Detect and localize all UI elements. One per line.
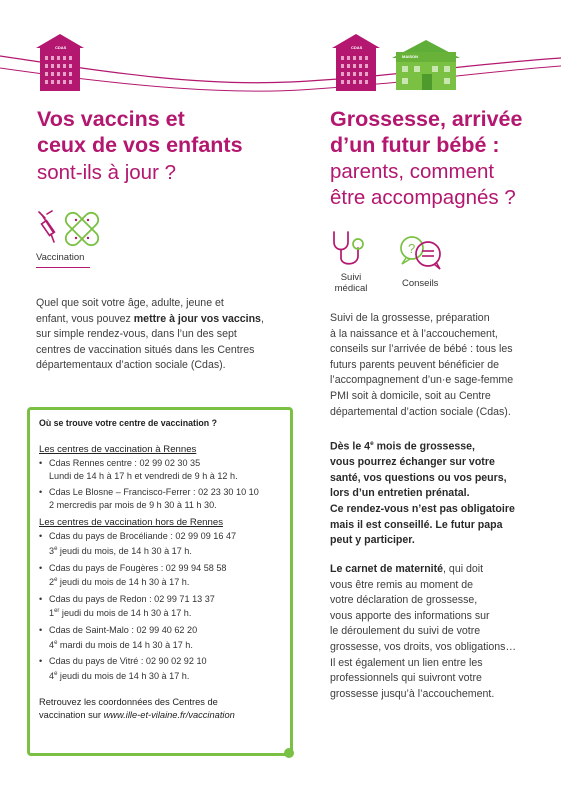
hors-entry-1: • Cdas du pays de Brocéliande : 02 99 09 16 47 3e jeudi du mois, de 14 h 30 à 17 h.: [39, 530, 282, 557]
left-heading: [37, 106, 297, 187]
cdas-house-right-icon: [332, 34, 380, 91]
intro-line3: sur simple rendez-vous, dans l’un des sept: [36, 328, 237, 341]
right-title-line1: Grossesse, arrivée: [330, 107, 523, 131]
intro-line1: Quel que soit votre âge, adulte, jeune et: [36, 297, 224, 309]
cdas-house-left-icon: [36, 34, 84, 91]
house1-label: CDAS: [55, 45, 67, 50]
carnet-bold: Le carnet de maternité: [330, 563, 444, 575]
card-title: Où se trouve votre centre de vaccination ?: [39, 418, 217, 428]
stethoscope-icon: [328, 228, 380, 272]
vaccination-centers-card: [27, 407, 293, 756]
card-footer: Retrouvez les coordonnées des Centres de vaccination sur www.ille-et-vilaine.fr/vaccination: [39, 697, 235, 721]
card-corner-dot: [284, 748, 294, 758]
hors-entry-3: • Cdas du pays de Redon : 02 99 71 13 37 1er jeudi du mois de 14 h 30 à 17 h.: [39, 593, 282, 620]
house2-label: CDAS: [351, 45, 363, 50]
speech-bubbles-icon: [398, 234, 450, 270]
hors-entry-2: • Cdas du pays de Fougères : 02 99 94 58 58 2e jeudi du mois de 14 h 30 à 17 h.: [39, 562, 282, 589]
left-intro: [36, 296, 296, 374]
vaccination-label: Vaccination: [36, 252, 85, 263]
icon-underline: [36, 267, 90, 268]
house3-label: MAISON: [402, 54, 418, 59]
rennes-section-title: Les centres de vaccination à Rennes: [39, 444, 197, 455]
hors-entry-4: • Cdas de Saint-Malo : 02 99 40 62 20 4e mardi du mois de 14 h 30 à 17 h.: [39, 624, 282, 651]
hors-section-title: Les centres de vaccination hors de Rennes: [39, 517, 223, 529]
header-decoration: [0, 0, 561, 110]
syringe-and-bandage-icon: [36, 208, 106, 250]
intro-line2: enfant, vous pouvez mettre à jour vos vaccins,: [36, 312, 264, 325]
left-subtitle: sont-ils à jour ?: [37, 161, 177, 184]
right-p3: Le carnet de maternité, qui doit vous être remis au moment de votre déclaration de grossesse, vous apporte des informations sur le déroulement du suivi de votre grossesse, vos droits, vos obligations… Il est également un lien entre les professionnels qui suivront votre grossesse jusqu’à l’accouchement.: [330, 563, 517, 700]
suivi-medical-label: Suivi médical: [334, 272, 368, 294]
right-heading: [330, 106, 555, 211]
right-title-line2: d’un futur bébé :: [330, 133, 500, 157]
vaccination-link[interactable]: www.ille-et-vilaine.fr/vaccination: [103, 710, 235, 721]
right-p2: Dès le 4e mois de grossesse, vous pourrez échanger sur votre santé, vos questions ou vos peurs, lors d’un entretien prénatal. Ce rendez-vous n’est pas obligatoire mais il est conseillé. Le futur papa peut y participer.: [330, 440, 515, 547]
hors-entry-5: • Cdas du pays de Vitré : 02 90 02 92 10 4e jeudi du mois de 14 h 30 à 17 h.: [39, 655, 282, 682]
right-p1: Suivi de la grossesse, préparation à la naissance et à l’accouchement, conseils sur l’arrivée de bébé : tous les futurs parents peuvent bénéficier de l’accompagnement d’un·e sage-femme PMI soit à domicile, soit au Centre départemental d’action sociale (Cdas).: [330, 312, 514, 418]
rennes-entry-2: • Cdas Le Blosne – Francisco-Ferrer : 02 23 30 10 10 2 mercredis par mois de 9 h 30 à 11 h 30.: [39, 486, 282, 511]
maison-house-icon: [392, 40, 460, 90]
right-subtitle-line1: parents, comment: [330, 160, 495, 183]
svg-text:?: ?: [408, 241, 416, 256]
conseils-label: Conseils: [402, 278, 439, 289]
left-title-line2: ceux de vos enfants: [37, 133, 243, 157]
intro-line5: départementaux d’action sociale (Cdas).: [36, 359, 226, 372]
intro-bold: mettre à jour vos vaccins: [133, 312, 261, 325]
left-title-line1: Vos vaccins et: [37, 107, 185, 131]
rennes-entry-1: • Cdas Rennes centre : 02 99 02 30 35 Lundi de 14 h à 17 h et vendredi de 9 h à 12 h.: [39, 457, 282, 482]
right-subtitle-line2: être accompagnés ?: [330, 186, 516, 209]
intro-line4: centres de vaccination situés dans les Centres: [36, 343, 255, 356]
